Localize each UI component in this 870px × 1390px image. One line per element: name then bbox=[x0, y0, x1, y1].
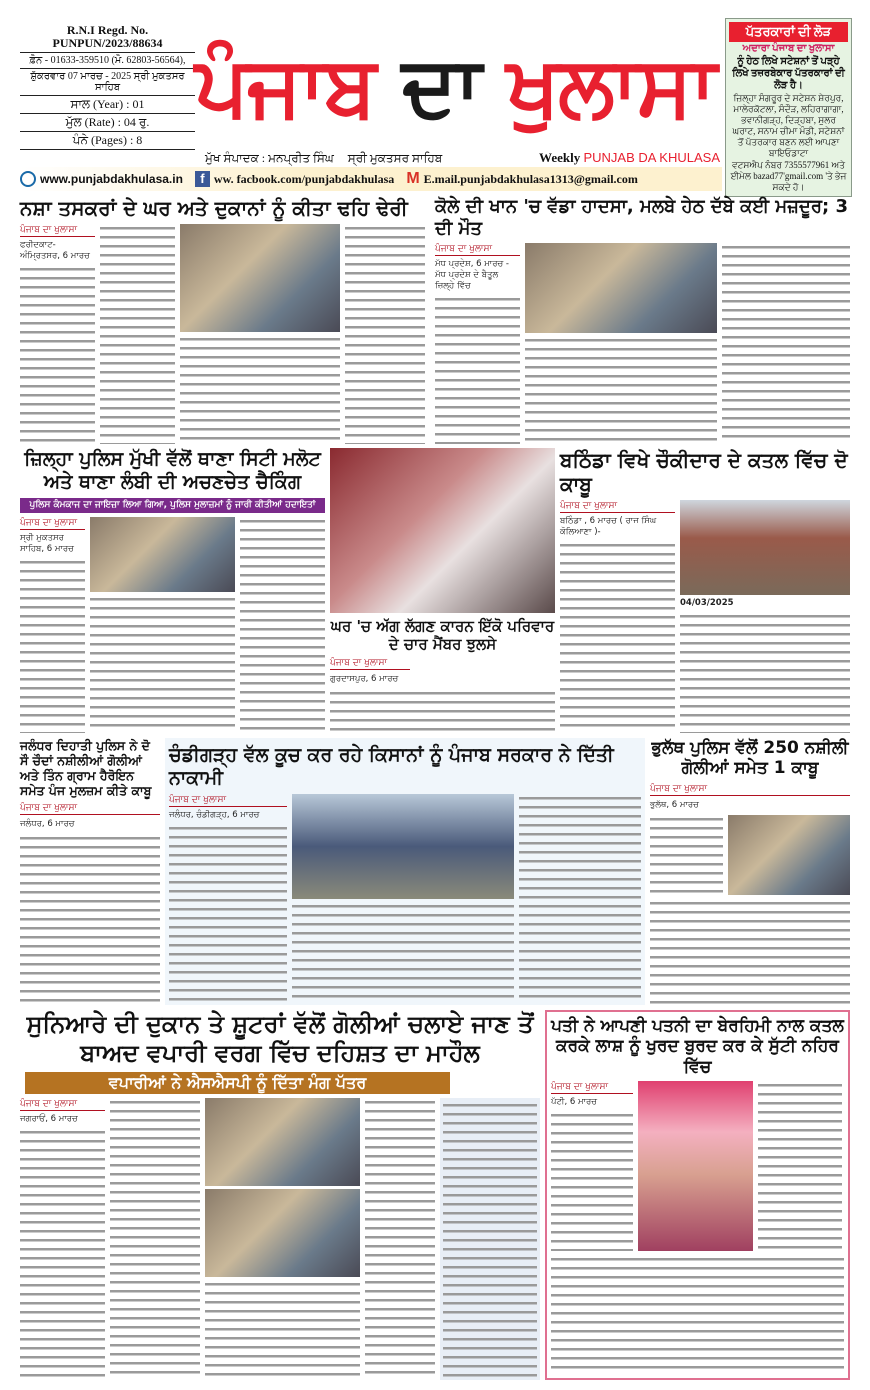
story-text bbox=[560, 541, 675, 733]
story-text bbox=[205, 1280, 360, 1380]
story-text bbox=[722, 243, 850, 444]
headline: ਚੰਡੀਗੜ੍ਹ ਵੱਲ ਕੂਚ ਕਰ ਰਹੇ ਕਿਸਾਨਾਂ ਨੂੰ ਪੰਜਾਬ ਸਰਕਾਰ ਨੇ ਦਿੱਤੀ ਨਾਕਾਮੀ bbox=[169, 744, 614, 789]
story-text bbox=[110, 1098, 200, 1380]
dateline: ਜਗਰਾਓਂ, 6 ਮਾਰਚ bbox=[20, 1113, 78, 1124]
story-text bbox=[443, 1101, 537, 1377]
murder-story-box bbox=[545, 1010, 850, 1380]
chief-editor: ਮੁੱਖ ਸੰਪਾਦਕ : ਮਨਪ੍ਰੀਤ ਸਿੰਘ bbox=[205, 151, 334, 165]
facebook-link[interactable]: f ww. facbook.com/punjabdakhulasa bbox=[195, 171, 394, 187]
story-text bbox=[435, 295, 520, 444]
row-3 bbox=[20, 738, 850, 1005]
story-police-checking bbox=[20, 448, 325, 733]
story-photo bbox=[525, 243, 717, 333]
dateline: ਫਰੀਦਕਾਟ-ਅੰਮ੍ਰਿਤਸਰ, 6 ਮਾਰਚ bbox=[20, 240, 90, 261]
issue-info bbox=[20, 22, 195, 150]
story-photo bbox=[180, 224, 340, 332]
story-photo bbox=[728, 815, 850, 895]
photo-caption: 04/03/2025 bbox=[680, 598, 734, 608]
dateline: ਬਠਿੰਡਾ , 6 ਮਾਰਚ ( ਰਾਜ ਸਿੰਘ ਕੋਲਿਆਣਾ )- bbox=[560, 516, 657, 537]
story-text bbox=[292, 902, 514, 1001]
story-text bbox=[650, 899, 850, 1005]
phone: ਫ਼ੋਨ - 01633-359510 (ਮੋ. 62803-56564), bbox=[20, 53, 195, 69]
victim-photo bbox=[638, 1081, 753, 1251]
story-text bbox=[20, 834, 160, 1005]
story-bhulath-drugs bbox=[650, 738, 850, 1005]
headline: ਨਸ਼ਾ ਤਸਕਰਾਂ ਦੇ ਘਰ ਅਤੇ ਦੁਕਾਨਾਂ ਨੂੰ ਕੀਤਾ ਢਹਿ ਢੇਰੀ bbox=[20, 196, 408, 220]
byline: ਪੰਜਾਬ ਦਾ ਖੁਲਾਸਾ bbox=[20, 517, 85, 530]
subheadline: ਵਪਾਰੀਆਂ ਨੇ ਐਸਐਸਪੀ ਨੂੰ ਦਿੱਤਾ ਮੰਗ ਪੱਤਰ bbox=[25, 1072, 450, 1094]
story-text bbox=[551, 1111, 633, 1251]
headline: ਸੁਨਿਆਰੇ ਦੀ ਦੁਕਾਨ ਤੇ ਸ਼ੂਟਰਾਂ ਵੱਲੋਂ ਗੋਲੀਆਂ ਚਲਾਏ ਜਾਣ ਤੋਂ ਬਾਅਦ ਵਪਾਰੀ ਵਰਗ ਵਿੱਚ ਦਹਿਸ਼ਤ ਦਾ ਮਾਹੌਲ bbox=[26, 1010, 534, 1067]
globe-icon bbox=[20, 171, 36, 187]
weekly-label: Weekly PUNJAB DA KHULASA bbox=[539, 150, 720, 165]
facebook-icon: f bbox=[195, 171, 210, 187]
dateline: ਗੁਰਦਾਸਪੁਰ, 6 ਮਾਰਚ bbox=[330, 674, 399, 684]
pages: ਪੰਨੇ (Pages) : 8 bbox=[20, 132, 195, 150]
subheadline: ਪੁਲਿਸ ਕੰਮਕਾਜ ਦਾ ਜਾਇਜ਼ਾ ਲਿਆ ਗਿਆ, ਪੁਲਿਸ ਮੁਲਾਜ਼ਮਾਂ ਨੂੰ ਜਾਰੀ ਕੀਤੀਆਂ ਹਦਾਇਤਾਂ bbox=[20, 498, 325, 513]
rni-number: R.N.I Regd. No. PUNPUN/2023/88634 bbox=[20, 22, 195, 53]
headline: ਬਠਿੰਡਾ ਵਿਖੇ ਚੌਕੀਦਾਰ ਦੇ ਕਤਲ ਵਿੱਚ ਦੋ ਕਾਬੂ bbox=[560, 448, 848, 496]
story-text bbox=[330, 689, 555, 733]
story-text bbox=[365, 1098, 435, 1380]
story-drug-demolition bbox=[20, 196, 430, 444]
story-text bbox=[519, 794, 641, 1001]
ad-line: ਜ਼ਿਲ੍ਹਾ ਸੰਗਰੂਰ ਦੇ ਸਟੇਸ਼ਨ ਸ਼ੇਰਪੁਰ, ਮਾਲੇਰਕੋਟਲਾ, ਸੰਦੌੜ, ਲਹਿਰਾਗਾਗਾ, ਭਵਾਨੀਗੜ੍ਹ, ਦਿੜ੍ਹਬਾ, ਸੁਲਰ ਘਰਾਟ, ਸਨਾਮ ਚੀਮਾ ਮੰਡੀ, ਸਟੇਸ਼ਨਾਂ ਤੋਂ ਪੱਤਰਕਾਰ ਬਣਨ ਲਈ ਆਪਣਾ ਬਾਇਓਡਾਟਾ bbox=[732, 93, 845, 158]
story-text bbox=[169, 824, 287, 1001]
story-text bbox=[758, 1081, 842, 1251]
byline: ਪੰਜਾਬ ਦਾ ਖੁਲਾਸਾ bbox=[560, 500, 675, 513]
website-link[interactable]: www.punjabdakhulasa.in bbox=[20, 171, 183, 187]
ad-contact: ਵਟਸਐਪ ਨੰਬਰ 7355577961 ਅਤੇ ਈਮੇਲ bazad77'gmail.com 'ਤੇ ਭੇਜ ਸਕਦੇ ਹੋ। bbox=[730, 160, 847, 192]
row-4 bbox=[20, 1010, 850, 1380]
year: ਸਾਲ (Year) : 01 bbox=[20, 96, 195, 114]
gmail-icon: M bbox=[406, 170, 420, 187]
story-text bbox=[680, 612, 850, 733]
story-text bbox=[345, 224, 425, 444]
headline: ਜ਼ਿਲ੍ਹਾ ਪੁਲਿਸ ਮੁੱਖੀ ਵੱਲੋਂ ਥਾਣਾ ਸਿਟੀ ਮਲੋਟ ਅਤੇ ਥਾਣਾ ਲੰਬੀ ਦੀ ਅਚਣਚੇਤ ਚੈਕਿੰਗ bbox=[24, 448, 321, 493]
story-text bbox=[20, 558, 85, 733]
story-coal-mine bbox=[435, 196, 850, 444]
headline: ਜਲੰਧਰ ਦਿਹਾਤੀ ਪੁਲਿਸ ਨੇ ਦੋ ਸੌ ਚੌਦਾਂ ਨਸ਼ੀਲੀਆਂ ਗੋਲੀਆਂ ਅਤੇ ਤਿੰਨ ਗ੍ਰਾਮ ਹੈਰੋਇਨ ਸਮੇਤ ਪੰਜ ਮੁਲਜ਼ਮ ਕੀਤੇ ਕਾਬੂ bbox=[20, 738, 152, 798]
byline: ਪੰਜਾਬ ਦਾ ਖੁਲਾਸਾ bbox=[551, 1081, 633, 1094]
byline: ਪੰਜਾਬ ਦਾ ਖੁਲਾਸਾ bbox=[650, 783, 850, 796]
ad-heading: ਪੱਤਰਕਾਰਾਂ ਦੀ ਲੋੜ bbox=[729, 22, 848, 42]
headline: ਕੋਲੇ ਦੀ ਖਾਨ 'ਚ ਵੱਡਾ ਹਾਦਸਾ, ਮਲਬੇ ਹੇਠ ਦੱਬੇ ਕਈ ਮਜ਼ਦੂਰ; 3 ਦੀ ਮੌਤ bbox=[435, 196, 848, 239]
ad-org: ਅਦਾਰਾ ਪੰਜਾਬ ਦਾ ਖੁਲਾਸਾ bbox=[742, 43, 835, 54]
story-text bbox=[551, 1255, 844, 1374]
rate: ਮੁੱਲ (Rate) : 04 ਰੁ. bbox=[20, 114, 195, 132]
story-photo bbox=[292, 794, 514, 899]
dateline: ਜਲੰਧਰ, ਚੰਡੀਗੜ੍ਹ, 6 ਮਾਰਚ bbox=[169, 809, 260, 820]
byline: ਪੰਜਾਬ ਦਾ ਖੁਲਾਸਾ bbox=[169, 794, 287, 807]
story-text bbox=[20, 265, 95, 444]
dateline: ਪੱਟੀ, 6 ਮਾਰਚ bbox=[551, 1097, 598, 1108]
place: ਸ੍ਰੀ ਮੁਕਤਸਰ ਸਾਹਿਬ bbox=[347, 151, 443, 165]
story-text bbox=[180, 335, 340, 444]
dateline: ਮੱਧ ਪ੍ਰਦੇਸ਼, 6 ਮਾਰਚ - ਮੱਧ ਪ੍ਰਦੇਸ਼ ਦੇ ਬੈਤੂਲ ਜ਼ਿਲ੍ਹੇ ਵਿੱਚ bbox=[435, 259, 509, 292]
fire-photo bbox=[330, 448, 555, 613]
sidebar-box bbox=[440, 1098, 540, 1380]
story-text bbox=[525, 336, 717, 444]
newspaper-logo: ਪੰਜਾਬ ਦਾ ਖੁਲਾਸਾ bbox=[195, 37, 715, 135]
email-link[interactable]: M E.mail.punjabdakhulasa1313@gmail.com bbox=[406, 170, 638, 187]
row-2 bbox=[20, 448, 850, 733]
ad-line: ਨੂੰ ਹੇਠ ਲਿਖੇ ਸਟੇਸ਼ਨਾਂ ਤੋਂ ਪੜ੍ਹੇ ਲਿਖੇ ਤਜ਼ਰਬੇਕਾਰ ਪੱਤਰਕਾਰਾਂ ਦੀ ਲੋੜ ਹੈ। bbox=[732, 56, 845, 91]
row-1 bbox=[20, 196, 850, 444]
masthead-subline bbox=[205, 150, 720, 166]
dateline: ਭੁਲੱਥ, 6 ਮਾਰਚ bbox=[650, 799, 699, 810]
story-photo bbox=[205, 1189, 360, 1277]
dateline: ਜਲੰਧਰ, 6 ਮਾਰਚ bbox=[20, 819, 75, 829]
story-photo bbox=[90, 517, 235, 592]
story-photo bbox=[205, 1098, 360, 1186]
byline: ਪੰਜਾਬ ਦਾ ਖੁਲਾਸਾ bbox=[20, 1098, 105, 1111]
byline: ਪੰਜਾਬ ਦਾ ਖੁਲਾਸਾ bbox=[435, 243, 520, 256]
issue-date: ਸ਼ੁੱਕਰਵਾਰ 07 ਮਾਰਚ - 2025 ਸ੍ਰੀ ਮੁਕਤਸਰ ਸਾਹਿਬ bbox=[20, 69, 195, 96]
story-bathinda-murder bbox=[560, 448, 850, 733]
story-photo bbox=[680, 500, 850, 595]
story-text bbox=[90, 595, 235, 733]
story-text bbox=[20, 1128, 105, 1380]
story-text bbox=[650, 815, 723, 895]
headline: ਘਰ 'ਚ ਅੱਗ ਲੱਗਣ ਕਾਰਨ ਇੱਕੋ ਪਰਿਵਾਰ ਦੇ ਚਾਰ ਮੈਂਬਰ ਝੁਲਸੇ bbox=[330, 617, 555, 653]
dateline: ਸ੍ਰੀ ਮੁਕਤਸਰ ਸਾਹਿਬ, 6 ਮਾਰਚ bbox=[20, 532, 74, 554]
byline: ਪੰਜਾਬ ਦਾ ਖੁਲਾਸਾ bbox=[20, 224, 95, 237]
journalist-wanted-ad bbox=[725, 18, 852, 197]
story-jeweller-shooting bbox=[20, 1010, 540, 1380]
contact-bar bbox=[20, 167, 722, 191]
byline: ਪੰਜਾਬ ਦਾ ਖੁਲਾਸਾ bbox=[20, 802, 160, 815]
story-text bbox=[240, 517, 325, 733]
headline: ਭੁਲੱਥ ਪੁਲਿਸ ਵੱਲੋਂ 250 ਨਸ਼ੀਲੀ ਗੋਲੀਆਂ ਸਮੇਤ 1 ਕਾਬੂ bbox=[651, 738, 849, 779]
farmers-story-box bbox=[165, 738, 645, 1005]
story-house-fire bbox=[330, 448, 555, 733]
story-text bbox=[100, 224, 175, 444]
headline: ਪਤੀ ਨੇ ਆਪਣੀ ਪਤਨੀ ਦਾ ਬੇਰਹਿਮੀ ਨਾਲ ਕਤਲ ਕਰਕੇ ਲਾਸ਼ ਨੂੰ ਖੁਰਦ ਬੁਰਦ ਕਰ ਕੇ ਸੁੱਟੀ ਨਹਿਰ ਵਿੱਚ bbox=[551, 1016, 844, 1077]
byline: ਪੰਜਾਬ ਦਾ ਖੁਲਾਸਾ bbox=[330, 657, 410, 670]
story-jalandhar-drugs bbox=[20, 738, 160, 1005]
